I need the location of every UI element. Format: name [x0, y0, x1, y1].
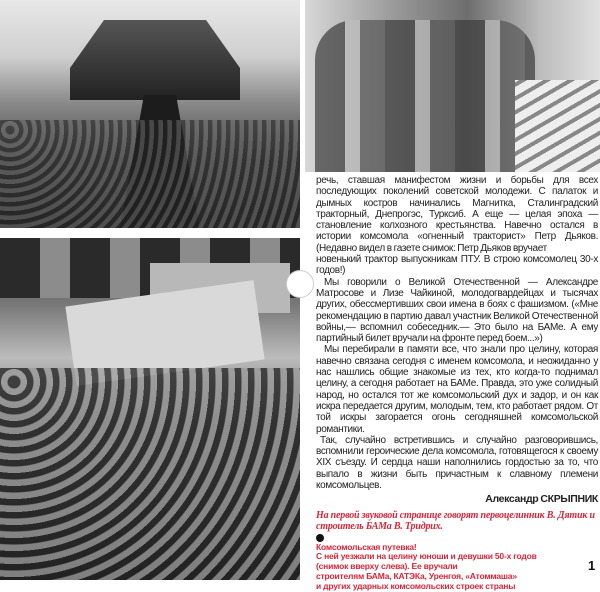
- red-note-line: и других ударных комсомольских строек страны: [316, 580, 516, 591]
- paragraph: новенький трактор выпускникам ПТУ. В строю комсомолец 30-х годов!): [316, 254, 598, 277]
- photo-young-builders: [305, 0, 600, 172]
- article-text: [316, 175, 598, 506]
- paragraph: Мы перебирали в памяти все, что знали про целину, которая навечно связана сегодня с именем комсомола, и неожиданно у нас нашлись общие знакомые из тех, кто когда-то поднимал целину, а сегодня работает на БАМе. Правда, это уже солидный народ, но остался тот же комсомольский дух и задор, и он как искра передается другим, молодым, тем, кто работает рядом. От той искры загорается огонь сегодняшней комсомольской романтики.: [316, 344, 598, 435]
- page-number: 1: [588, 558, 596, 573]
- red-note-line: С ней уезжали на целину юноши и девушки 50-х годов: [316, 551, 537, 562]
- red-note-line: Комсомольская путевка!: [316, 541, 417, 552]
- photo-rally-banners: [0, 238, 300, 580]
- right-column: [316, 175, 598, 592]
- sound-page-caption: На первой звуковой странице говорят первоцелинник В. Дятик и строитель БАМа В. Тридрих.: [316, 509, 595, 532]
- record-center-hole: [286, 270, 314, 298]
- red-note: [316, 543, 584, 592]
- paragraph: Так, случайно встретившись и случайно разговорившись, вспомнили героические дела комсомола, готовящегося к своему XIX съезду. И сердца наши наполнились гордостью за то, что выпало в жизни быть причастным к славному племени комсомольцев.: [316, 434, 598, 492]
- paragraph: речь, ставшая манифестом жизни и борьбы для всех последующих поколений советской молодежи. С палаток и дымных костров начинались Магнитка, Сталинградский тракторный, Днепрогэс, Турксиб. А еще — целая эпоха — становление колхозного крестьянства. Навечно остался в истории комсомола «огненный тракторист» Петр Дьяков. (Недавно видел в газете снимок: Петр Дьяков вручает: [316, 175, 598, 254]
- author-signature: Александр СКРЫПНИК: [485, 493, 598, 506]
- photo-railway-crowd: [0, 0, 300, 228]
- paragraph: Мы говорили о Великой Отечественной — Александре Матросове и Лизе Чайкиной, молодогвардейцах и тысячах других, обессмертивших свои имена в боях с фашизмом. («Мне рекомендацию в партию давал участник Великой Отечественной войны,— вспомнил собеседник.— Это было на БАМе. А ему партийный билет вручали на фронте перед боем...»): [316, 276, 598, 345]
- red-note-line: (снимок вверху слева). Ее вручали: [316, 561, 458, 572]
- bullet-dot: [316, 534, 324, 542]
- red-note-line: строителям БАМа, КАТЭКа, Уренгоя, «Атоммаша»: [316, 571, 517, 581]
